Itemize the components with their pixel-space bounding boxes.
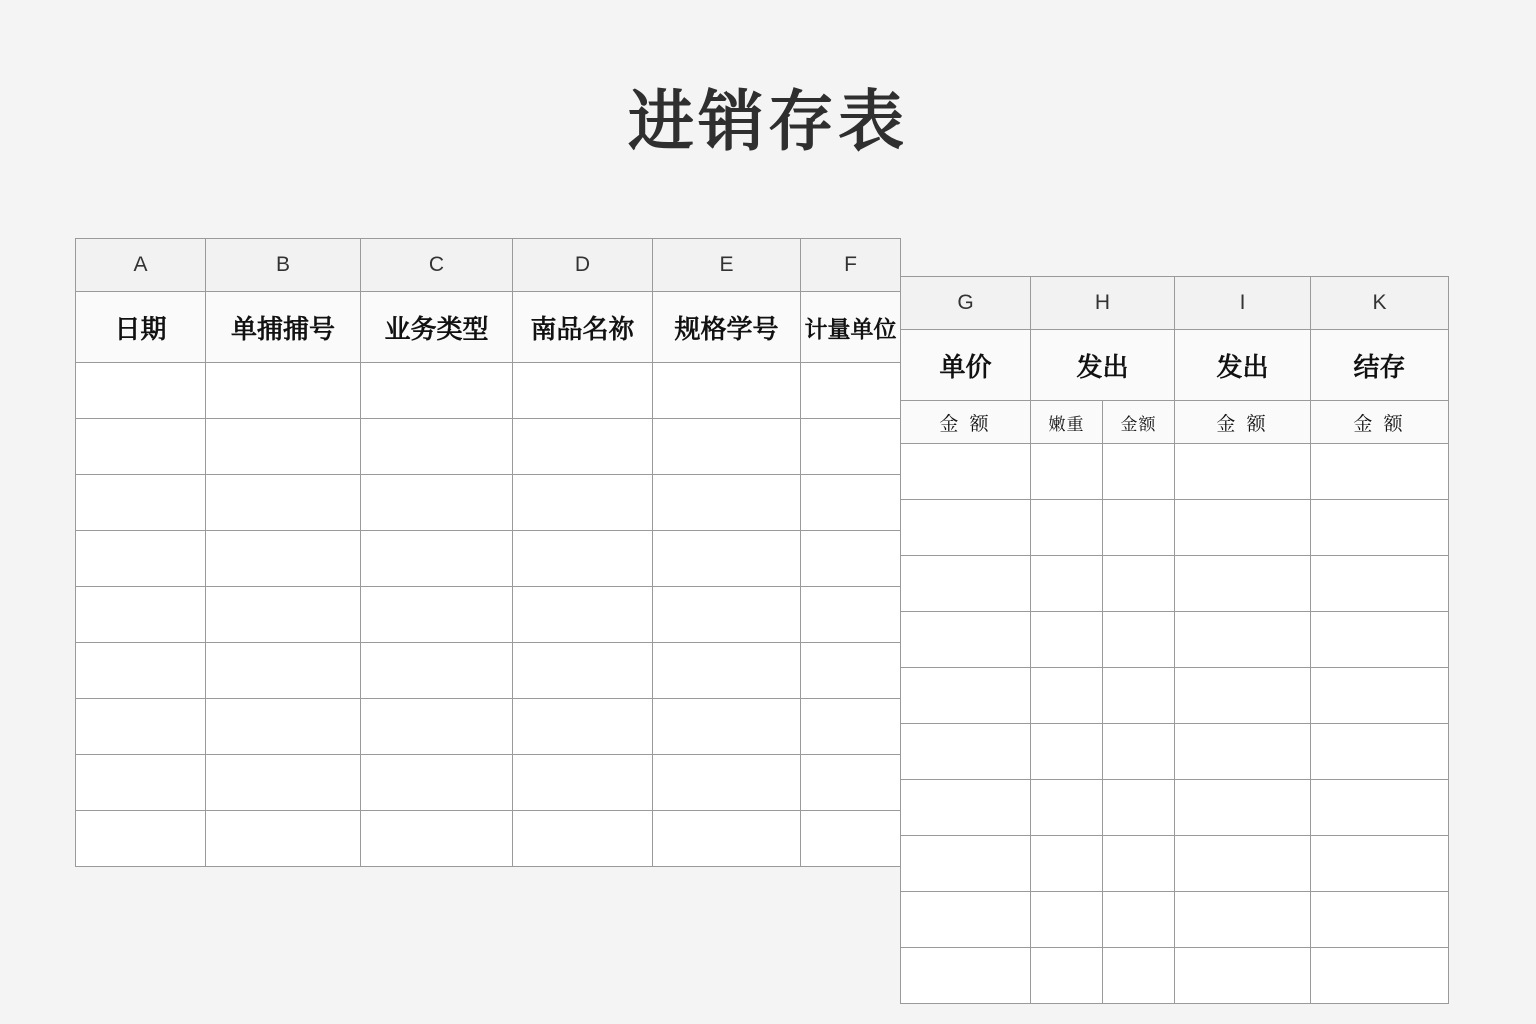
column-letter-f: F (801, 239, 901, 292)
cell-business-type[interactable] (361, 419, 513, 475)
cell-issue2-amount[interactable] (1175, 948, 1311, 1004)
column-letter-a: A (76, 239, 206, 292)
cell-business-type[interactable] (361, 531, 513, 587)
subheader-amount-i: 金 额 (1175, 401, 1311, 444)
cell-product-name[interactable] (513, 755, 653, 811)
header-doc-number: 单捕捕号 (206, 292, 361, 363)
cell-doc-number[interactable] (206, 419, 361, 475)
subheader-amount-g: 金 额 (901, 401, 1031, 444)
cell-issue-quantity[interactable] (1031, 556, 1103, 612)
cell-unit-price[interactable] (901, 668, 1031, 724)
cell-product-name[interactable] (513, 363, 653, 419)
cell-issue-quantity[interactable] (1031, 500, 1103, 556)
left-table-block (75, 238, 895, 867)
cell-unit[interactable] (801, 811, 901, 867)
inventory-table-left (75, 238, 901, 867)
cell-date[interactable] (76, 531, 206, 587)
table-row[interactable] (76, 811, 901, 867)
sub-header-row (901, 401, 1449, 444)
cell-balance-amount[interactable] (1311, 500, 1449, 556)
cell-issue-quantity[interactable] (1031, 836, 1103, 892)
cell-unit[interactable] (801, 363, 901, 419)
cell-business-type[interactable] (361, 699, 513, 755)
table-row[interactable] (901, 500, 1449, 556)
cell-issue-amount[interactable] (1103, 612, 1175, 668)
cell-date[interactable] (76, 755, 206, 811)
cell-issue-quantity[interactable] (1031, 780, 1103, 836)
cell-unit-price[interactable] (901, 500, 1031, 556)
cell-unit[interactable] (801, 755, 901, 811)
header-business-type: 业务类型 (361, 292, 513, 363)
cell-issue2-amount[interactable] (1175, 668, 1311, 724)
column-letter-row (901, 277, 1449, 330)
cell-spec-model[interactable] (653, 811, 801, 867)
cell-issue-amount[interactable] (1103, 948, 1175, 1004)
cell-unit[interactable] (801, 587, 901, 643)
cell-product-name[interactable] (513, 699, 653, 755)
cell-date[interactable] (76, 587, 206, 643)
cell-product-name[interactable] (513, 811, 653, 867)
subheader-quantity-h: 嫩重 (1031, 401, 1103, 444)
cell-unit-price[interactable] (901, 724, 1031, 780)
cell-product-name[interactable] (513, 531, 653, 587)
table-row[interactable] (76, 755, 901, 811)
cell-doc-number[interactable] (206, 587, 361, 643)
cell-balance-amount[interactable] (1311, 780, 1449, 836)
header-balance: 结存 (1311, 330, 1449, 401)
cell-issue2-amount[interactable] (1175, 444, 1311, 500)
cell-issue-amount[interactable] (1103, 444, 1175, 500)
cell-issue-quantity[interactable] (1031, 724, 1103, 780)
column-letter-i: I (1175, 277, 1311, 330)
cell-issue-quantity[interactable] (1031, 948, 1103, 1004)
cell-doc-number[interactable] (206, 643, 361, 699)
cell-spec-model[interactable] (653, 419, 801, 475)
table-row[interactable] (76, 643, 901, 699)
cell-product-name[interactable] (513, 419, 653, 475)
cell-product-name[interactable] (513, 475, 653, 531)
cell-balance-amount[interactable] (1311, 444, 1449, 500)
page-title: 进销存表 (628, 84, 908, 158)
header-unit: 计量单位 (801, 292, 901, 363)
cell-doc-number[interactable] (206, 363, 361, 419)
cell-unit-price[interactable] (901, 892, 1031, 948)
subheader-amount-h: 金额 (1103, 401, 1175, 444)
cell-spec-model[interactable] (653, 363, 801, 419)
cell-issue-quantity[interactable] (1031, 892, 1103, 948)
cell-balance-amount[interactable] (1311, 948, 1449, 1004)
cell-unit-price[interactable] (901, 556, 1031, 612)
table-row[interactable] (901, 780, 1449, 836)
cell-spec-model[interactable] (653, 475, 801, 531)
cell-doc-number[interactable] (206, 699, 361, 755)
cell-issue2-amount[interactable] (1175, 836, 1311, 892)
cell-business-type[interactable] (361, 811, 513, 867)
cell-spec-model[interactable] (653, 643, 801, 699)
cell-unit-price[interactable] (901, 948, 1031, 1004)
cell-spec-model[interactable] (653, 531, 801, 587)
table-row[interactable] (901, 836, 1449, 892)
table-row[interactable] (901, 668, 1449, 724)
cell-unit-price[interactable] (901, 836, 1031, 892)
cell-issue2-amount[interactable] (1175, 500, 1311, 556)
cell-unit[interactable] (801, 419, 901, 475)
table-row[interactable] (76, 475, 901, 531)
cell-date[interactable] (76, 811, 206, 867)
cell-date[interactable] (76, 643, 206, 699)
column-letter-h: H (1031, 277, 1175, 330)
table-row[interactable] (901, 724, 1449, 780)
cell-unit[interactable] (801, 699, 901, 755)
cell-date[interactable] (76, 363, 206, 419)
cell-business-type[interactable] (361, 587, 513, 643)
cell-spec-model[interactable] (653, 587, 801, 643)
table-row[interactable] (76, 419, 901, 475)
cell-product-name[interactable] (513, 643, 653, 699)
cell-business-type[interactable] (361, 755, 513, 811)
inventory-table-right (900, 276, 1449, 1004)
cell-issue-amount[interactable] (1103, 500, 1175, 556)
table-row[interactable] (76, 587, 901, 643)
column-letter-g: G (901, 277, 1031, 330)
cell-spec-model[interactable] (653, 699, 801, 755)
cell-business-type[interactable] (361, 363, 513, 419)
cell-issue-amount[interactable] (1103, 724, 1175, 780)
subheader-amount-k: 金 额 (1311, 401, 1449, 444)
cell-date[interactable] (76, 475, 206, 531)
header-spec-model: 规格学号 (653, 292, 801, 363)
column-letter-c: C (361, 239, 513, 292)
cell-issue-amount[interactable] (1103, 892, 1175, 948)
cell-issue2-amount[interactable] (1175, 556, 1311, 612)
cell-issue-quantity[interactable] (1031, 612, 1103, 668)
cell-unit-price[interactable] (901, 780, 1031, 836)
cell-business-type[interactable] (361, 643, 513, 699)
column-letter-e: E (653, 239, 801, 292)
header-date: 日期 (76, 292, 206, 363)
cell-unit[interactable] (801, 475, 901, 531)
cell-date[interactable] (76, 699, 206, 755)
cell-issue-amount[interactable] (1103, 836, 1175, 892)
column-letter-k: K (1311, 277, 1449, 330)
table-row[interactable] (901, 612, 1449, 668)
cell-spec-model[interactable] (653, 755, 801, 811)
cell-issue2-amount[interactable] (1175, 892, 1311, 948)
cell-business-type[interactable] (361, 475, 513, 531)
cell-issue2-amount[interactable] (1175, 780, 1311, 836)
cell-issue-quantity[interactable] (1031, 444, 1103, 500)
cell-balance-amount[interactable] (1311, 612, 1449, 668)
table-row[interactable] (901, 444, 1449, 500)
table-row[interactable] (76, 531, 901, 587)
cell-unit-price[interactable] (901, 612, 1031, 668)
cell-balance-amount[interactable] (1311, 556, 1449, 612)
cell-doc-number[interactable] (206, 755, 361, 811)
cell-issue2-amount[interactable] (1175, 724, 1311, 780)
table-row[interactable] (76, 363, 901, 419)
column-letter-d: D (513, 239, 653, 292)
table-row[interactable] (901, 556, 1449, 612)
header-product-name: 南品名祢 (513, 292, 653, 363)
cell-balance-amount[interactable] (1311, 892, 1449, 948)
table-row[interactable] (901, 948, 1449, 1004)
table-row[interactable] (76, 699, 901, 755)
cell-unit[interactable] (801, 643, 901, 699)
cell-issue-amount[interactable] (1103, 668, 1175, 724)
cell-doc-number[interactable] (206, 811, 361, 867)
header-row (76, 292, 901, 363)
cell-unit-price[interactable] (901, 444, 1031, 500)
table-row[interactable] (901, 892, 1449, 948)
cell-issue-amount[interactable] (1103, 780, 1175, 836)
cell-issue-quantity[interactable] (1031, 668, 1103, 724)
cell-balance-amount[interactable] (1311, 836, 1449, 892)
column-letter-row (76, 239, 901, 292)
column-letter-b: B (206, 239, 361, 292)
cell-date[interactable] (76, 419, 206, 475)
cell-doc-number[interactable] (206, 531, 361, 587)
header-row (901, 330, 1449, 401)
cell-product-name[interactable] (513, 587, 653, 643)
header-issue-1: 发出 (1031, 330, 1175, 401)
header-issue-2: 发出 (1175, 330, 1311, 401)
cell-issue-amount[interactable] (1103, 556, 1175, 612)
cell-unit[interactable] (801, 531, 901, 587)
header-unit-price: 单价 (901, 330, 1031, 401)
cell-doc-number[interactable] (206, 475, 361, 531)
cell-balance-amount[interactable] (1311, 724, 1449, 780)
cell-issue2-amount[interactable] (1175, 612, 1311, 668)
cell-balance-amount[interactable] (1311, 668, 1449, 724)
right-table-block (900, 276, 1448, 1004)
